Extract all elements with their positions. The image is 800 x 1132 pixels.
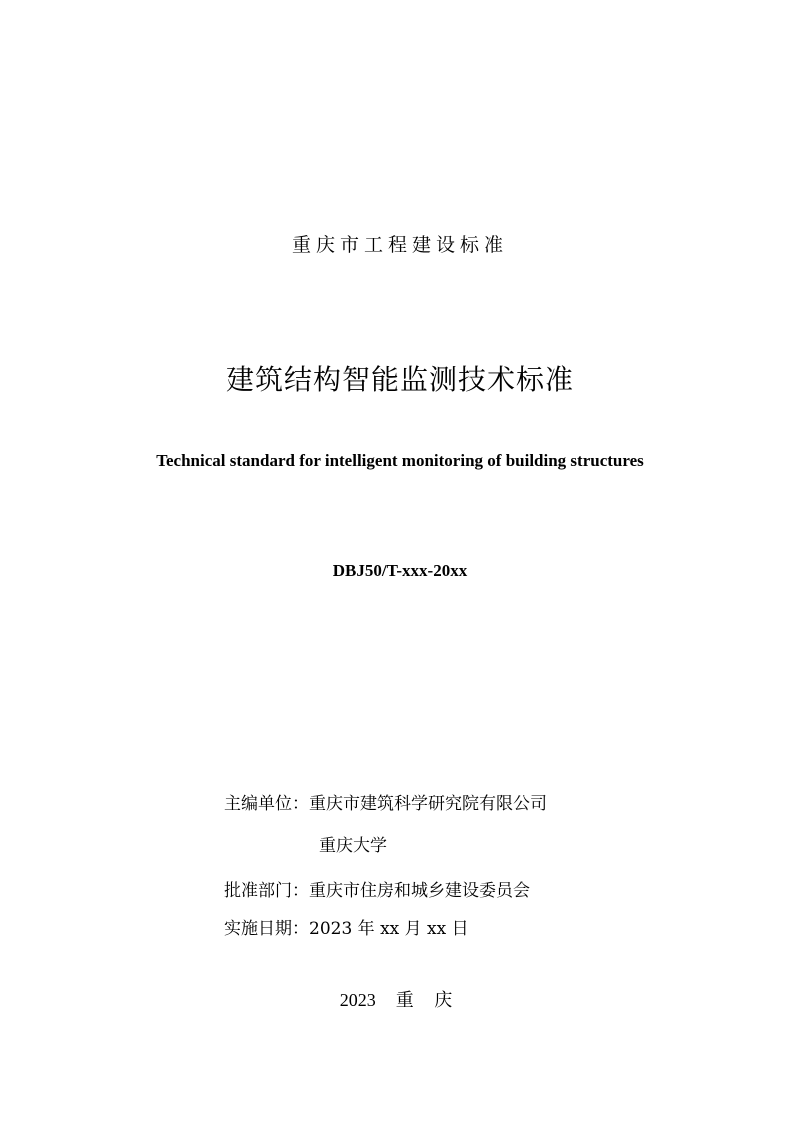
footer-year: 2023 <box>339 990 376 1010</box>
chief-editor-org-2: 重庆大学 <box>319 836 387 856</box>
footer-city: 重 庆 <box>395 990 461 1010</box>
chief-editor-row-2 <box>319 831 387 856</box>
implementation-date-label: 实施日期： <box>224 919 309 939</box>
approval-department-label: 批准部门： <box>224 881 309 901</box>
chief-editor-label: 主编单位： <box>224 794 309 814</box>
chief-editor-row <box>224 789 547 814</box>
footer <box>0 986 800 1012</box>
series-title: 重庆市工程建设标准 <box>291 234 508 256</box>
implementation-date-value: 2023 年 xx 月 xx 日 <box>309 919 469 939</box>
standard-code: DBJ50/T-xxx-20xx <box>332 561 468 580</box>
document-title-chinese: 建筑结构智能监测技术标准 <box>225 363 574 396</box>
document-title-english: Technical standard for intelligent monitoring of building structures <box>156 451 644 470</box>
approval-department-value: 重庆市住房和城乡建设委员会 <box>309 881 530 901</box>
chief-editor-org-1: 重庆市建筑科学研究院有限公司 <box>309 794 547 814</box>
implementation-date-row <box>224 914 469 939</box>
approval-department-row <box>224 876 530 901</box>
